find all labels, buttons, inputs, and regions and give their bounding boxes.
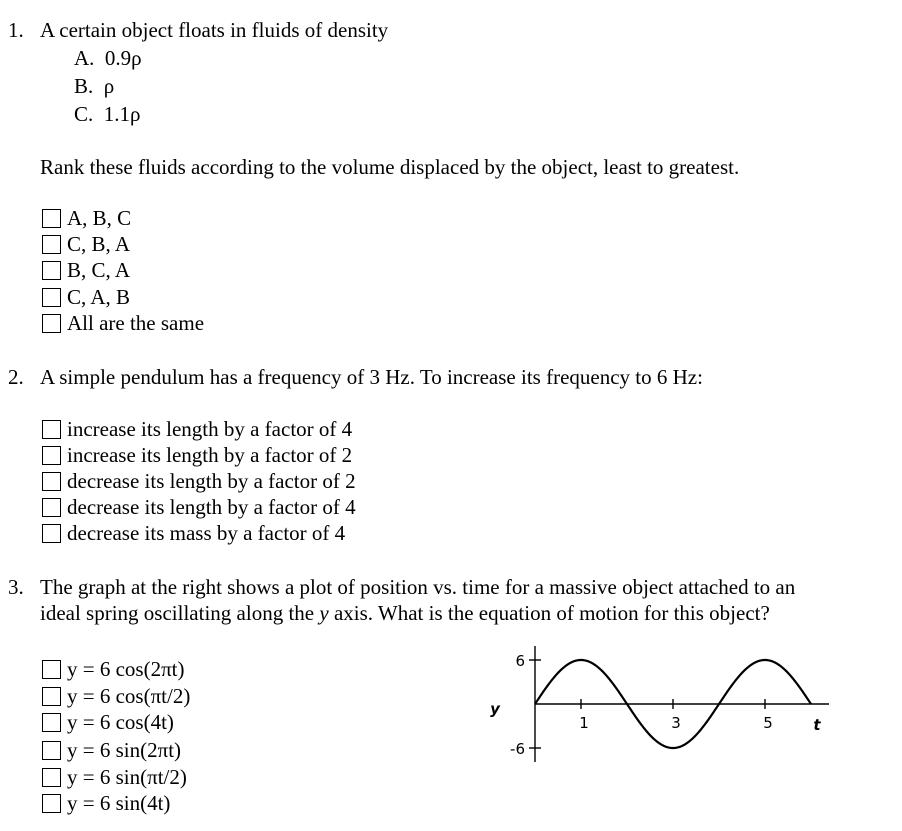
q2-option[interactable] [42,469,356,493]
checkbox[interactable] [42,794,61,813]
checkbox[interactable] [42,472,61,491]
q2-option[interactable] [42,521,345,545]
option-label: A, B, C [67,206,132,230]
position-time-graph [480,640,840,780]
q3-option[interactable] [42,738,181,762]
q1-option[interactable] [42,206,131,230]
y-tick-label: -6 [510,740,525,758]
q1-text: A certain object floats in fluids of density [40,18,389,42]
fluid-label: B. [74,74,94,98]
checkbox[interactable] [42,768,61,787]
checkbox[interactable] [42,235,61,254]
option-label: y = 6 cos(2πt) [67,657,185,681]
q2-number: 2. [8,365,24,389]
fluid-value: 1.1ρ [103,102,141,126]
checkbox[interactable] [42,314,61,333]
checkbox[interactable] [42,420,61,439]
checkbox[interactable] [42,713,61,732]
q3-option[interactable] [42,791,170,815]
x-axis-label: t [813,716,821,734]
option-label: B, C, A [67,258,131,282]
fluid-label: C. [74,102,94,126]
option-label: increase its length by a factor of 2 [67,443,353,467]
option-label: y = 6 sin(2πt) [67,738,182,762]
option-label: All are the same [67,311,205,335]
y-tick-label: 6 [515,652,525,670]
option-label: decrease its length by a factor of 4 [67,495,356,519]
q3-option[interactable] [42,657,185,681]
option-label: y = 6 sin(πt/2) [67,765,187,789]
q2-option[interactable] [42,495,356,519]
option-label: decrease its length by a factor of 2 [67,469,356,493]
checkbox[interactable] [42,741,61,760]
q1-fluid-b [74,74,114,98]
q1-option[interactable] [42,258,130,282]
checkbox[interactable] [42,687,61,706]
checkbox[interactable] [42,446,61,465]
option-label: increase its length by a factor of 4 [67,417,353,441]
q3-option[interactable] [42,710,174,734]
checkbox[interactable] [42,209,61,228]
option-label: C, A, B [67,285,131,309]
q1-option[interactable] [42,285,130,309]
checkbox[interactable] [42,288,61,307]
q2-option[interactable] [42,443,352,467]
x-tick-label: 3 [671,714,681,732]
q1-prompt: Rank these fluids according to the volume displaced by the object, least to greatest. [40,155,740,179]
q1-fluid-a [74,46,142,70]
q3-option[interactable] [42,684,190,708]
y-axis-label: y [490,700,500,718]
q2-option[interactable] [42,417,352,441]
q3-text-line1: The graph at the right shows a plot of position vs. time for a massive object attached to an [40,575,796,599]
fluid-value: ρ [103,74,115,98]
q3-number: 3. [8,575,24,599]
option-label: y = 6 cos(πt/2) [67,684,191,708]
option-label: y = 6 sin(4t) [67,791,171,815]
option-label: y = 6 cos(4t) [67,710,174,734]
q3-text-line2 [40,601,770,625]
x-tick-label: 1 [579,714,589,732]
checkbox[interactable] [42,261,61,280]
q3-text-part: ideal spring oscillating along the [40,601,320,625]
checkbox[interactable] [42,524,61,543]
q3-text-part: axis. What is the equation of motion for this object? [328,601,770,625]
fluid-value: 0.9ρ [104,46,142,70]
fluid-label: A. [74,46,95,70]
q3-text-var: y [319,601,329,625]
q1-number: 1. [8,18,24,42]
option-label: C, B, A [67,232,131,256]
checkbox[interactable] [42,498,61,517]
q3-option[interactable] [42,765,187,789]
x-tick-label: 5 [763,714,773,732]
q2-text: A simple pendulum has a frequency of 3 Hz. To increase its frequency to 6 Hz: [40,365,703,389]
q1-fluid-c [74,102,141,126]
checkbox[interactable] [42,660,61,679]
q1-option[interactable] [42,311,204,335]
q1-option[interactable] [42,232,130,256]
option-label: decrease its mass by a factor of 4 [67,521,346,545]
